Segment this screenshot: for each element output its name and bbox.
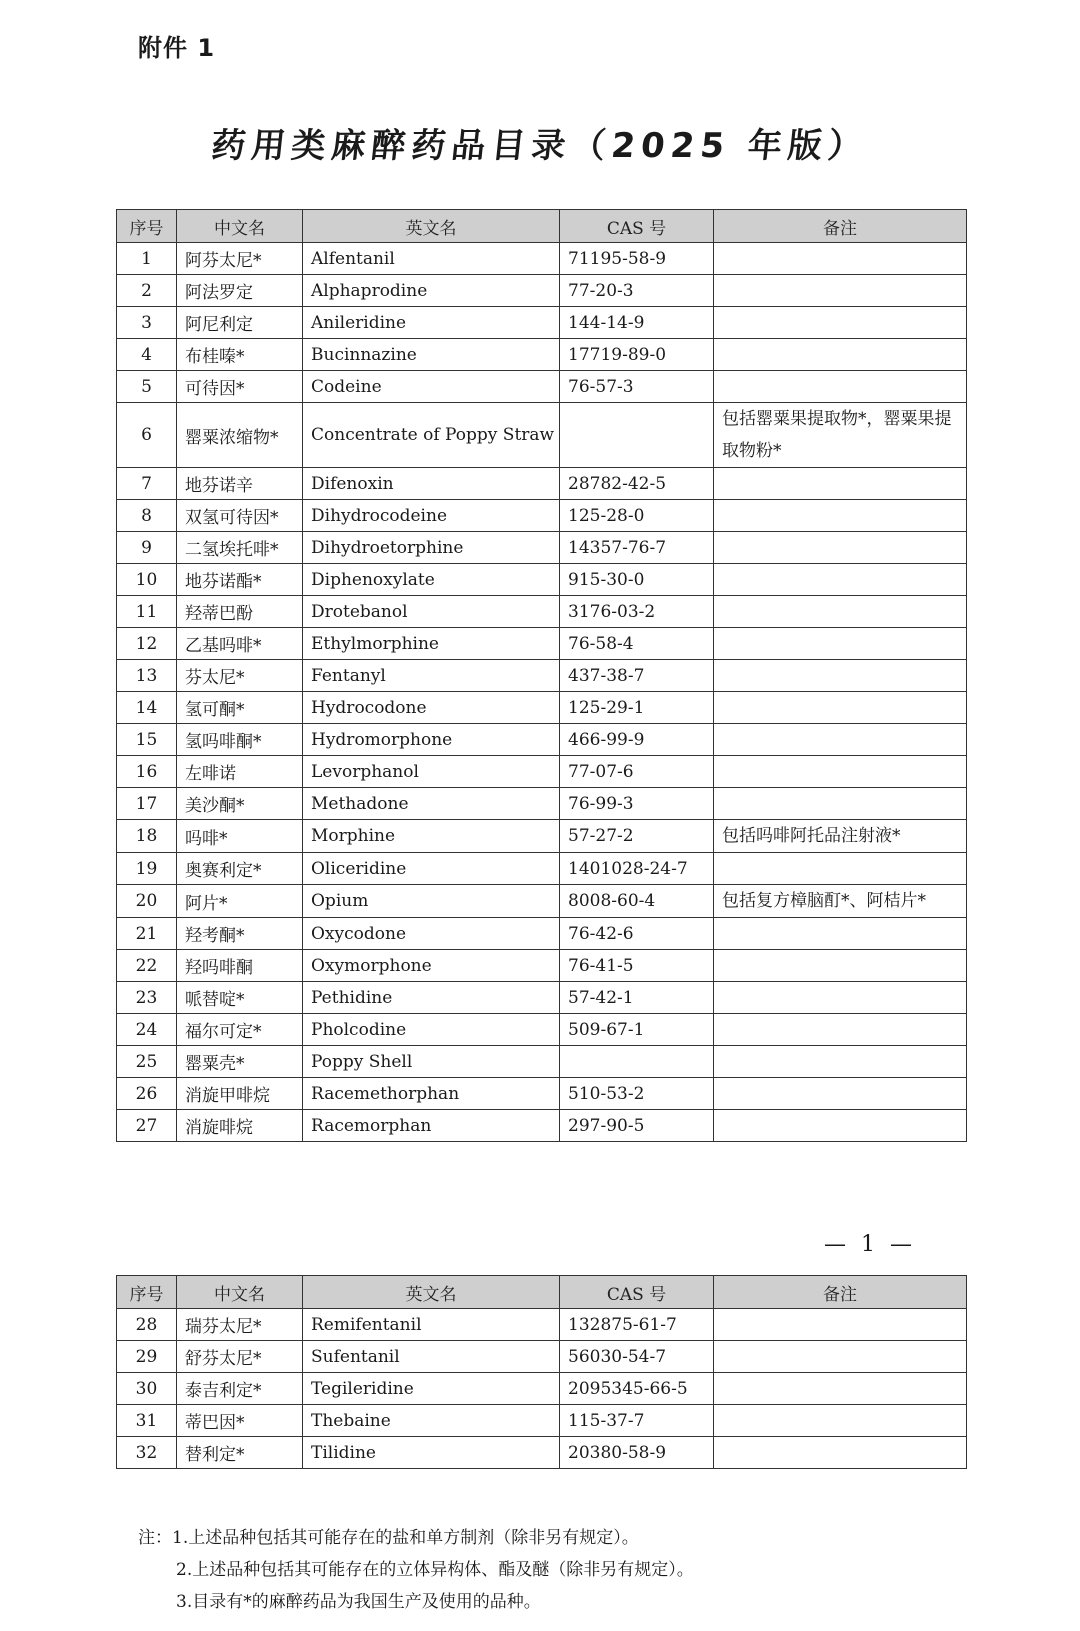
- cell-note: [714, 243, 967, 275]
- cell-english-name: Oliceridine: [303, 853, 560, 885]
- cell-chinese-name: 二氢埃托啡*: [177, 532, 303, 564]
- cell-english-name: Tegileridine: [303, 1373, 560, 1405]
- drug-table-part-1: [116, 209, 967, 1142]
- header-note: 备注: [714, 1276, 967, 1309]
- cell-english-name: Thebaine: [303, 1405, 560, 1437]
- table-row: [117, 1373, 967, 1405]
- cell-english-name: Remifentanil: [303, 1309, 560, 1341]
- cell-no: 9: [117, 532, 177, 564]
- table-row: [117, 1078, 967, 1110]
- cell-chinese-name: 羟考酮*: [177, 918, 303, 950]
- cell-cas: 437-38-7: [560, 660, 714, 692]
- cell-cas: 14357-76-7: [560, 532, 714, 564]
- cell-note: [714, 724, 967, 756]
- header-cas: CAS 号: [560, 210, 714, 243]
- cell-note: [714, 660, 967, 692]
- cell-cas: 915-30-0: [560, 564, 714, 596]
- cell-cas: 56030-54-7: [560, 1341, 714, 1373]
- table-row: [117, 1309, 967, 1341]
- cell-chinese-name: 氢可酮*: [177, 692, 303, 724]
- cell-note: [714, 1373, 967, 1405]
- cell-note: 包括吗啡阿托品注射液*: [714, 820, 967, 853]
- cell-note: [714, 275, 967, 307]
- cell-no: 26: [117, 1078, 177, 1110]
- cell-note: [714, 1014, 967, 1046]
- cell-no: 10: [117, 564, 177, 596]
- cell-cas: [560, 403, 714, 468]
- header-chinese-name: 中文名: [177, 210, 303, 243]
- cell-no: 22: [117, 950, 177, 982]
- cell-note: [714, 500, 967, 532]
- cell-note: [714, 1309, 967, 1341]
- cell-chinese-name: 羟蒂巴酚: [177, 596, 303, 628]
- header-chinese-name: 中文名: [177, 1276, 303, 1309]
- cell-cas: 3176-03-2: [560, 596, 714, 628]
- cell-cas: 132875-61-7: [560, 1309, 714, 1341]
- cell-english-name: Pethidine: [303, 982, 560, 1014]
- cell-cas: 297-90-5: [560, 1110, 714, 1142]
- cell-chinese-name: 替利定*: [177, 1437, 303, 1469]
- cell-note: [714, 307, 967, 339]
- cell-no: 8: [117, 500, 177, 532]
- cell-no: 12: [117, 628, 177, 660]
- cell-chinese-name: 阿芬太尼*: [177, 243, 303, 275]
- header-english-name: 英文名: [303, 1276, 560, 1309]
- cell-chinese-name: 地芬诺酯*: [177, 564, 303, 596]
- cell-english-name: Morphine: [303, 820, 560, 853]
- cell-cas: 2095345-66-5: [560, 1373, 714, 1405]
- cell-note: [714, 339, 967, 371]
- table-row: [117, 371, 967, 403]
- table-row: [117, 564, 967, 596]
- table-row: [117, 885, 967, 918]
- cell-note: [714, 982, 967, 1014]
- cell-chinese-name: 地芬诺辛: [177, 468, 303, 500]
- cell-chinese-name: 双氢可待因*: [177, 500, 303, 532]
- cell-english-name: Drotebanol: [303, 596, 560, 628]
- cell-no: 1: [117, 243, 177, 275]
- table-row: [117, 403, 967, 468]
- cell-cas: 125-29-1: [560, 692, 714, 724]
- cell-no: 25: [117, 1046, 177, 1078]
- cell-english-name: Dihydrocodeine: [303, 500, 560, 532]
- cell-cas: 17719-89-0: [560, 339, 714, 371]
- cell-chinese-name: 氢吗啡酮*: [177, 724, 303, 756]
- cell-no: 20: [117, 885, 177, 918]
- header-no: 序号: [117, 210, 177, 243]
- table-row: [117, 307, 967, 339]
- table-row: [117, 628, 967, 660]
- cell-chinese-name: 羟吗啡酮: [177, 950, 303, 982]
- table-row: [117, 243, 967, 275]
- table-body: [117, 243, 967, 1142]
- cell-cas: 57-27-2: [560, 820, 714, 853]
- table-row: [117, 918, 967, 950]
- cell-no: 27: [117, 1110, 177, 1142]
- cell-note: 包括复方樟脑酊*、阿桔片*: [714, 885, 967, 918]
- footnote-1: 注：1.上述品种包括其可能存在的盐和单方制剂（除非另有规定）。: [138, 1528, 639, 1548]
- document-title: 药用类麻醉药品目录（2025 年版）: [209, 126, 870, 166]
- table-row: [117, 756, 967, 788]
- footnote-3: 3.目录有*的麻醉药品为我国生产及使用的品种。: [176, 1592, 541, 1612]
- cell-cas: 77-20-3: [560, 275, 714, 307]
- table-row: [117, 692, 967, 724]
- cell-cas: 509-67-1: [560, 1014, 714, 1046]
- table-row: [117, 950, 967, 982]
- cell-note: [714, 1341, 967, 1373]
- cell-no: 24: [117, 1014, 177, 1046]
- cell-english-name: Ethylmorphine: [303, 628, 560, 660]
- cell-chinese-name: 哌替啶*: [177, 982, 303, 1014]
- cell-english-name: Alphaprodine: [303, 275, 560, 307]
- table-row: [117, 788, 967, 820]
- cell-note: [714, 1110, 967, 1142]
- cell-english-name: Difenoxin: [303, 468, 560, 500]
- footnote-2: 2.上述品种包括其可能存在的立体异构体、酯及醚（除非另有规定）。: [176, 1560, 694, 1580]
- table-body: [117, 1309, 967, 1469]
- cell-note: 包括罂粟果提取物*，罂粟果提取物粉*: [714, 403, 967, 468]
- cell-no: 14: [117, 692, 177, 724]
- cell-english-name: Tilidine: [303, 1437, 560, 1469]
- cell-no: 15: [117, 724, 177, 756]
- table-row: [117, 468, 967, 500]
- cell-chinese-name: 阿尼利定: [177, 307, 303, 339]
- cell-cas: 76-99-3: [560, 788, 714, 820]
- table-row: [117, 724, 967, 756]
- cell-chinese-name: 奥赛利定*: [177, 853, 303, 885]
- cell-no: 21: [117, 918, 177, 950]
- cell-chinese-name: 乙基吗啡*: [177, 628, 303, 660]
- cell-note: [714, 532, 967, 564]
- cell-note: [714, 628, 967, 660]
- cell-english-name: Opium: [303, 885, 560, 918]
- header-cas: CAS 号: [560, 1276, 714, 1309]
- cell-chinese-name: 芬太尼*: [177, 660, 303, 692]
- cell-chinese-name: 瑞芬太尼*: [177, 1309, 303, 1341]
- cell-note: [714, 1405, 967, 1437]
- cell-note: [714, 788, 967, 820]
- cell-chinese-name: 罂粟浓缩物*: [177, 403, 303, 468]
- table-row: [117, 660, 967, 692]
- cell-chinese-name: 阿法罗定: [177, 275, 303, 307]
- cell-chinese-name: 泰吉利定*: [177, 1373, 303, 1405]
- cell-chinese-name: 消旋啡烷: [177, 1110, 303, 1142]
- cell-note: [714, 918, 967, 950]
- cell-cas: 76-41-5: [560, 950, 714, 982]
- table-row: [117, 1341, 967, 1373]
- cell-no: 16: [117, 756, 177, 788]
- cell-note: [714, 692, 967, 724]
- table-row: [117, 275, 967, 307]
- cell-cas: 76-42-6: [560, 918, 714, 950]
- table-row: [117, 1014, 967, 1046]
- table-row: [117, 596, 967, 628]
- cell-chinese-name: 福尔可定*: [177, 1014, 303, 1046]
- table-row: [117, 500, 967, 532]
- header-english-name: 英文名: [303, 210, 560, 243]
- header-no: 序号: [117, 1276, 177, 1309]
- cell-no: 11: [117, 596, 177, 628]
- cell-cas: 77-07-6: [560, 756, 714, 788]
- cell-cas: 115-37-7: [560, 1405, 714, 1437]
- header-note: 备注: [714, 210, 967, 243]
- table-row: [117, 532, 967, 564]
- cell-no: 3: [117, 307, 177, 339]
- cell-no: 28: [117, 1309, 177, 1341]
- table-row: [117, 1437, 967, 1469]
- cell-chinese-name: 阿片*: [177, 885, 303, 918]
- cell-english-name: Hydrocodone: [303, 692, 560, 724]
- cell-chinese-name: 左啡诺: [177, 756, 303, 788]
- table-row: [117, 339, 967, 371]
- cell-note: [714, 468, 967, 500]
- cell-cas: 466-99-9: [560, 724, 714, 756]
- cell-no: 4: [117, 339, 177, 371]
- cell-cas: 8008-60-4: [560, 885, 714, 918]
- cell-cas: 20380-58-9: [560, 1437, 714, 1469]
- cell-note: [714, 371, 967, 403]
- cell-chinese-name: 舒芬太尼*: [177, 1341, 303, 1373]
- cell-no: 32: [117, 1437, 177, 1469]
- cell-no: 5: [117, 371, 177, 403]
- cell-english-name: Anileridine: [303, 307, 560, 339]
- cell-note: [714, 564, 967, 596]
- cell-english-name: Racemethorphan: [303, 1078, 560, 1110]
- cell-english-name: Codeine: [303, 371, 560, 403]
- table-row: [117, 820, 967, 853]
- cell-note: [714, 1437, 967, 1469]
- cell-cas: 28782-42-5: [560, 468, 714, 500]
- cell-english-name: Concentrate of Poppy Straw: [303, 403, 560, 468]
- table-row: [117, 982, 967, 1014]
- cell-chinese-name: 布桂嗪*: [177, 339, 303, 371]
- footnotes: [138, 1522, 694, 1618]
- table-header-row: [117, 1276, 967, 1309]
- cell-english-name: Levorphanol: [303, 756, 560, 788]
- cell-no: 30: [117, 1373, 177, 1405]
- cell-cas: 1401028-24-7: [560, 853, 714, 885]
- cell-english-name: Oxymorphone: [303, 950, 560, 982]
- cell-cas: 57-42-1: [560, 982, 714, 1014]
- cell-english-name: Dihydroetorphine: [303, 532, 560, 564]
- cell-no: 18: [117, 820, 177, 853]
- cell-english-name: Bucinnazine: [303, 339, 560, 371]
- cell-chinese-name: 吗啡*: [177, 820, 303, 853]
- cell-note: [714, 853, 967, 885]
- cell-note: [714, 950, 967, 982]
- cell-english-name: Hydromorphone: [303, 724, 560, 756]
- attachment-label: 附件 1: [138, 34, 216, 62]
- table-row: [117, 1405, 967, 1437]
- cell-cas: [560, 1046, 714, 1078]
- cell-chinese-name: 罂粟壳*: [177, 1046, 303, 1078]
- table-header-row: [117, 210, 967, 243]
- cell-chinese-name: 美沙酮*: [177, 788, 303, 820]
- cell-english-name: Alfentanil: [303, 243, 560, 275]
- cell-no: 7: [117, 468, 177, 500]
- cell-cas: 510-53-2: [560, 1078, 714, 1110]
- cell-note: [714, 756, 967, 788]
- drug-table-part-2: [116, 1275, 967, 1469]
- cell-no: 13: [117, 660, 177, 692]
- cell-english-name: Diphenoxylate: [303, 564, 560, 596]
- table-row: [117, 1046, 967, 1078]
- cell-chinese-name: 消旋甲啡烷: [177, 1078, 303, 1110]
- cell-no: 17: [117, 788, 177, 820]
- cell-english-name: Fentanyl: [303, 660, 560, 692]
- cell-chinese-name: 蒂巴因*: [177, 1405, 303, 1437]
- table-row: [117, 853, 967, 885]
- cell-no: 29: [117, 1341, 177, 1373]
- cell-cas: 76-58-4: [560, 628, 714, 660]
- cell-english-name: Racemorphan: [303, 1110, 560, 1142]
- cell-chinese-name: 可待因*: [177, 371, 303, 403]
- cell-cas: 144-14-9: [560, 307, 714, 339]
- cell-cas: 71195-58-9: [560, 243, 714, 275]
- cell-no: 31: [117, 1405, 177, 1437]
- cell-note: [714, 1046, 967, 1078]
- cell-english-name: Poppy Shell: [303, 1046, 560, 1078]
- cell-english-name: Pholcodine: [303, 1014, 560, 1046]
- cell-no: 2: [117, 275, 177, 307]
- cell-english-name: Methadone: [303, 788, 560, 820]
- cell-cas: 76-57-3: [560, 371, 714, 403]
- cell-english-name: Sufentanil: [303, 1341, 560, 1373]
- cell-no: 6: [117, 403, 177, 468]
- cell-note: [714, 596, 967, 628]
- table-row: [117, 1110, 967, 1142]
- page-number: — 1 —: [824, 1232, 916, 1257]
- cell-cas: 125-28-0: [560, 500, 714, 532]
- cell-no: 19: [117, 853, 177, 885]
- cell-no: 23: [117, 982, 177, 1014]
- cell-english-name: Oxycodone: [303, 918, 560, 950]
- cell-note: [714, 1078, 967, 1110]
